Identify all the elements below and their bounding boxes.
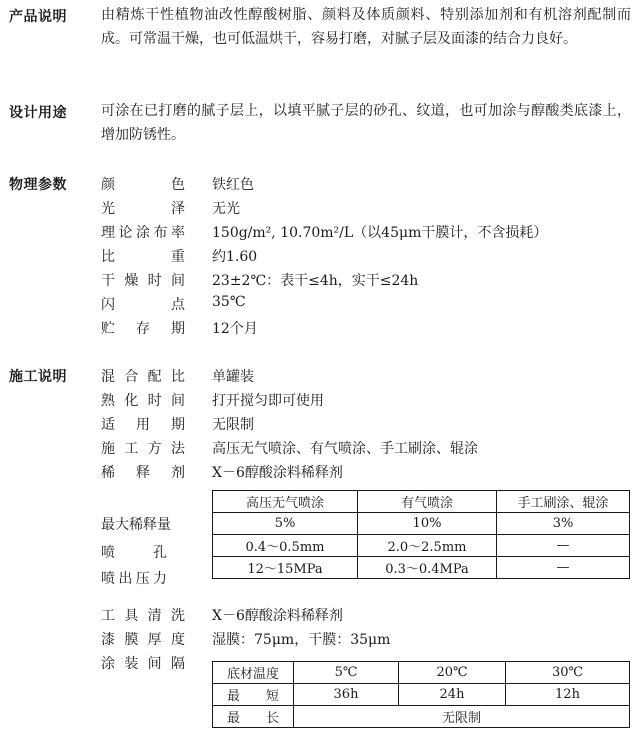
intro-text: 由精炼干性植物油改性醇酸树脂、颜料及体质颜料、特别添加剂和有机溶剂配制而成。可常温干燥，也可低温烘干，容易打磨，对腻子层及面漆的结合力良好。 (101, 7, 631, 47)
table-header-cell: 20℃ (399, 662, 506, 684)
table-header-cell: 30℃ (506, 662, 630, 684)
param-label: 比重 (101, 249, 185, 265)
param-value: 35℃ (212, 294, 246, 310)
table-row (213, 535, 630, 557)
param-label: 贮存期 (101, 321, 185, 337)
usage-heading: 设计用途 (9, 105, 67, 121)
table-cell: 0.4～0.5mm (213, 535, 358, 557)
table-cell: 0.3～0.4MPa (358, 557, 497, 579)
interval-table (212, 661, 630, 728)
param-value: 23±2℃：表干≤4h，实干≤24h (212, 273, 419, 289)
table-cell: 3% (497, 513, 630, 535)
param-label: 光泽 (101, 201, 185, 217)
app-label: 施工方法 (101, 441, 185, 457)
table-cell: 5% (213, 513, 358, 535)
app-value: 无限制 (212, 417, 254, 433)
table-header-cell: 高压无气喷涂 (213, 491, 358, 513)
table-cell: 10% (358, 513, 497, 535)
intro-heading: 产品说明 (9, 9, 67, 25)
param-label: 闪点 (101, 297, 185, 313)
table-header-cell: 手工刷涂、辊涂 (497, 491, 630, 513)
app-label: 熟化时间 (101, 393, 185, 409)
param-value: 12个月 (212, 321, 258, 337)
app-value: X－6醇酸涂料稀释剂 (212, 608, 343, 624)
table-cell: 36h (294, 684, 399, 706)
application-heading: 施工说明 (9, 369, 67, 385)
table-cell: 2.0～2.5mm (358, 535, 497, 557)
param-label: 理论涂布率 (101, 225, 185, 241)
table-header-cell: 有气喷涂 (358, 491, 497, 513)
table-row (213, 513, 630, 535)
param-label: 颜色 (101, 177, 185, 193)
dilution-table (212, 490, 630, 579)
table-row (213, 557, 630, 579)
table-cell: 12h (506, 684, 630, 706)
app-value: X－6醇酸涂料稀释剂 (212, 465, 343, 481)
param-value: 约1.60 (212, 249, 258, 265)
table-row-label: 最短 (213, 684, 294, 706)
usage-text: 可涂在已打磨的腻子层上，以填平腻子层的砂孔、纹道，也可加涂与醇酸类底漆上，增加防锈性。 (101, 103, 631, 143)
table-cell: — (497, 535, 630, 557)
table-cell: 24h (399, 684, 506, 706)
table-cell: — (497, 557, 630, 579)
table-header-cell: 5℃ (294, 662, 399, 684)
table-row (213, 706, 630, 728)
table-row (213, 684, 630, 706)
app-label: 适用期 (101, 417, 185, 433)
table-header-row (213, 491, 630, 513)
param-label: 干燥时间 (101, 273, 185, 289)
app-value: 打开搅匀即可使用 (212, 393, 324, 409)
app-label: 工具清洗 (101, 608, 185, 624)
app-value: 高压无气喷涂、有气喷涂、手工刷涂、辊涂 (212, 441, 478, 457)
app-label: 涂装间隔 (101, 656, 185, 672)
app-label: 漆膜厚度 (101, 632, 185, 648)
param-value: 无光 (212, 201, 240, 217)
dilution-row-label: 喷孔 (101, 545, 167, 561)
app-value: 单罐装 (212, 369, 254, 385)
app-label: 混合配比 (101, 369, 185, 385)
app-value: 湿膜：75μm，干膜：35μm (212, 632, 391, 648)
dilution-row-label: 最大稀释量 (101, 517, 171, 533)
table-cell: 12～15MPa (213, 557, 358, 579)
param-value: 150g/m², 10.70m²/L（以45μm干膜计，不含损耗） (212, 225, 548, 241)
physical-heading: 物理参数 (9, 177, 67, 193)
table-row-label: 最长 (213, 706, 294, 728)
param-value: 铁红色 (212, 177, 254, 193)
table-cell: 无限制 (294, 706, 630, 728)
table-header-cell: 底材温度 (213, 662, 294, 684)
table-header-row (213, 662, 630, 684)
app-label: 稀释剂 (101, 465, 185, 481)
dilution-row-label: 喷出压力 (101, 571, 167, 587)
